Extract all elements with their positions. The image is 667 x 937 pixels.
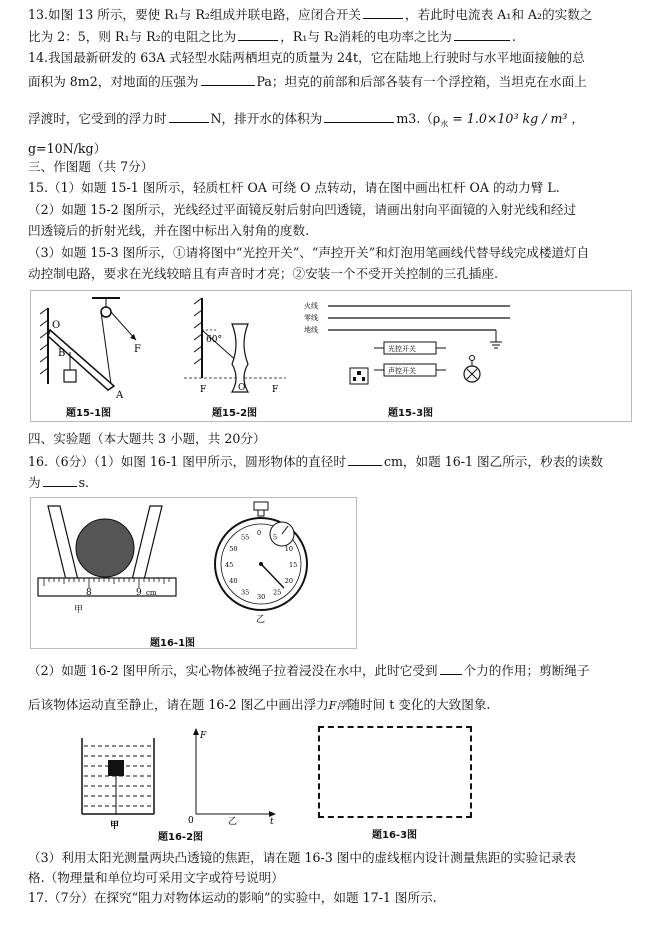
wire-neutral-label: 零线 — [304, 314, 318, 322]
three-pin-socket[interactable] — [350, 368, 368, 384]
dial-center — [259, 562, 263, 566]
origin-label: 0 — [188, 816, 194, 826]
focus-right-label: F — [272, 385, 279, 395]
q16-symbol-fbuoy: F浮 — [328, 699, 348, 712]
watch-number: 40 — [229, 577, 238, 585]
q16-text-2a: 为 — [28, 475, 41, 490]
wire-live-label: 火线 — [304, 302, 318, 310]
figure-16-1-stopwatch[interactable] — [210, 500, 320, 628]
stopwatch-stem — [258, 510, 264, 516]
q13-line1 — [28, 6, 658, 23]
lamp-terminal — [470, 356, 475, 361]
q16-line1 — [28, 453, 658, 470]
label-o: O — [52, 320, 61, 331]
figure-16-2-beaker[interactable] — [76, 726, 164, 834]
caption-15-3: 题15-3图 — [388, 408, 434, 419]
q15-line2: （2）如题 15-2 图所示，光线经过平面镜反射后射向凹透镜，请画出射向平面镜的入射光线和经过 — [28, 202, 577, 217]
y-axis-arrow — [193, 728, 199, 735]
section-4-heading: 四、实验题（本大题共 3 小题，共 20分） — [28, 431, 266, 446]
socket-pin-right — [362, 377, 365, 381]
q16-part3-line2: 格.（物理量和单位均可采用文字或符号说明） — [28, 870, 284, 885]
q14-blank-volume[interactable] — [324, 110, 394, 123]
triangle-left — [48, 506, 78, 580]
q14-line1: 14.我国最新研发的 63A 式轻型水陆两栖坦克的质量为 24t，它在陆地上行驶时与水平地面接触的总 — [28, 50, 585, 65]
ruler-mark-8: 8 — [86, 588, 92, 598]
figure-15-2-mirror-lens[interactable] — [180, 294, 290, 402]
q17-line1: 17.（7分）在探究“阻力对物体运动的影响”的实验中，如题 17-1 图所示. — [28, 890, 437, 905]
figure-15-3-circuit[interactable] — [296, 294, 518, 402]
round-object[interactable] — [76, 519, 134, 577]
label-b: B — [58, 348, 66, 359]
sound-switch-label: 声控开关 — [388, 367, 416, 375]
label-jia2: 甲 — [110, 821, 120, 831]
q14-line3 — [28, 110, 658, 133]
q13-blank-ratio-p[interactable] — [454, 28, 510, 41]
lens-center-label: O — [238, 383, 246, 393]
watch-number: 25 — [273, 588, 282, 597]
caption-16-1: 题16-1图 — [150, 638, 196, 649]
wall-hatch — [40, 308, 48, 374]
q16-part3-line1: （3）利用太阳光测量两块凸透镜的焦距，请在题 16-3 图中的虚线框内设计测量焦距的实验记录表 — [28, 850, 577, 865]
q16-line2 — [28, 474, 658, 491]
q16-text-1a: 16.（6分）（1）如图 16-1 图甲所示，圆形物体的直径时 — [28, 454, 346, 469]
q14-blank-pressure[interactable] — [201, 73, 255, 86]
q14-sub-water: 水 — [440, 119, 449, 129]
figure-15-1-lever[interactable] — [36, 294, 176, 402]
q15-line3: 凹透镜后的折射光线，并在图中标出入射角的度数. — [28, 223, 310, 238]
watch-number: 20 — [284, 577, 293, 585]
q16-text-2b: s. — [78, 475, 90, 490]
q14-text-3b: N，排开水的体积为 — [210, 111, 323, 126]
figure-16-2-graph[interactable] — [184, 726, 280, 826]
lever-oa[interactable] — [48, 330, 114, 390]
focus-left-label: F — [200, 385, 207, 395]
q13-blank-switch[interactable] — [363, 6, 403, 19]
q14-blank-buoyancy[interactable] — [169, 110, 209, 123]
pulley-wheel — [101, 307, 111, 317]
rope-to-a — [101, 312, 111, 384]
section-3-heading: 三、作图题（共 7分） — [28, 159, 154, 174]
q14-text-3a: 浮渡时，它受到的浮力时 — [28, 111, 167, 126]
watch-number: 15 — [289, 561, 298, 569]
q14-line4: g=10N/kg） — [28, 141, 107, 156]
q14-text-2b: Pa；坦克的前部和后部各装有一个浮控箱，当坦克在水面上 — [256, 74, 587, 89]
y-axis-label: F — [200, 731, 207, 741]
hanging-weight — [64, 370, 76, 382]
q16-part2-line2 — [28, 697, 658, 714]
q16-text-p2a: （2）如题 16-2 图甲所示，实心物体被绳子拉着浸没在水中，此时它受到 — [28, 663, 438, 678]
q14-text-3e: = 1.0×10³ kg / m³ ， — [448, 111, 585, 126]
concave-lens[interactable] — [232, 324, 248, 392]
triangle-right — [132, 506, 162, 580]
q15-line5: 动控制电路，要求在光线较暗且有声音时才亮；②安装一个不受开关控制的三孔插座. — [28, 266, 498, 281]
watch-number: 10 — [284, 545, 293, 553]
x-axis-label: t — [270, 817, 274, 826]
q16-text-1b: cm，如题 16-1 图乙所示，秒表的读数 — [383, 454, 603, 469]
label-yi: 乙 — [256, 615, 266, 625]
q16-blank-forces[interactable] — [440, 662, 462, 675]
socket-pin-top — [357, 371, 361, 375]
q16-part2-line1 — [28, 662, 658, 679]
q15-line4: （3）如题 15-3 图所示，①请将图中“光控开关”、“声控开关”和灯泡用笔画线代替导线完成楼道灯自 — [28, 245, 590, 260]
q13-line2 — [28, 28, 658, 45]
figure-16-1-ruler[interactable] — [34, 500, 180, 618]
q13-text-2a: 比为 2：5，则 R₁与 R₂的电阻之比为 — [28, 29, 237, 44]
q13-blank-ratio-r[interactable] — [238, 28, 278, 41]
watch-number: 45 — [225, 561, 234, 569]
ruler-mark-9: 9 — [136, 588, 142, 598]
socket-pin-left — [353, 377, 356, 381]
caption-15-1: 题15-1图 — [66, 408, 112, 419]
caption-15-2: 题15-2图 — [212, 408, 258, 419]
q16-text-p2b: 个力的作用；剪断绳子 — [463, 663, 590, 678]
q16-blank-stopwatch[interactable] — [43, 474, 77, 487]
q14-line2 — [28, 73, 658, 90]
watch-number: 50 — [229, 545, 238, 553]
q13-text-1a: 13.如图 13 所示，要使 R₁与 R₂组成并联电路，应闭合开关 — [28, 7, 362, 22]
label-jia: 甲 — [74, 605, 84, 615]
caption-16-2: 题16-2图 — [158, 832, 204, 843]
caption-16-3: 题16-3图 — [372, 830, 418, 841]
wire-ground-label: 地线 — [304, 326, 318, 334]
mirror-hatch — [194, 298, 202, 364]
q14-text-2a: 面积为 8m2，对地面的压强为 — [28, 74, 199, 89]
submerged-block[interactable] — [108, 760, 124, 776]
label-f: F — [134, 344, 141, 355]
light-switch-label: 光控开关 — [388, 345, 416, 353]
angle-label: 60° — [206, 335, 222, 345]
q14-text-3c: m3.（ρ — [396, 111, 441, 126]
q13-text-2b: ，R₁与 R₂消耗的电功率之比为 — [280, 29, 452, 44]
watch-number: 35 — [241, 588, 250, 597]
q15-line1: 15.（1）如题 15-1 图所示，轻质杠杆 OA 可绕 O 点转动，请在图中画出杠杆 OA 的动力臂 L. — [28, 180, 560, 195]
stopwatch-crown — [254, 502, 268, 510]
watch-number: 0 — [257, 529, 262, 537]
watch-number: 5 — [273, 533, 278, 542]
label-yi2: 乙 — [228, 817, 238, 826]
watch-number: 55 — [241, 533, 250, 542]
watch-number: 30 — [257, 593, 266, 601]
q16-text-p2d: 随时间 t 变化的大致图象. — [347, 697, 491, 712]
ruler-unit: cm — [146, 589, 157, 597]
q16-blank-diameter[interactable] — [348, 453, 382, 466]
q16-text-p2c: 后该物体运动直至静止，请在题 16-2 图乙中画出浮力 — [28, 697, 329, 712]
label-a: A — [116, 390, 124, 401]
figure-16-3-dashed-box[interactable] — [318, 726, 472, 818]
q13-text-1b: ，若此时电流表 A₁和 A₂的实数之 — [405, 7, 593, 22]
q13-text-2c: . — [511, 29, 516, 44]
